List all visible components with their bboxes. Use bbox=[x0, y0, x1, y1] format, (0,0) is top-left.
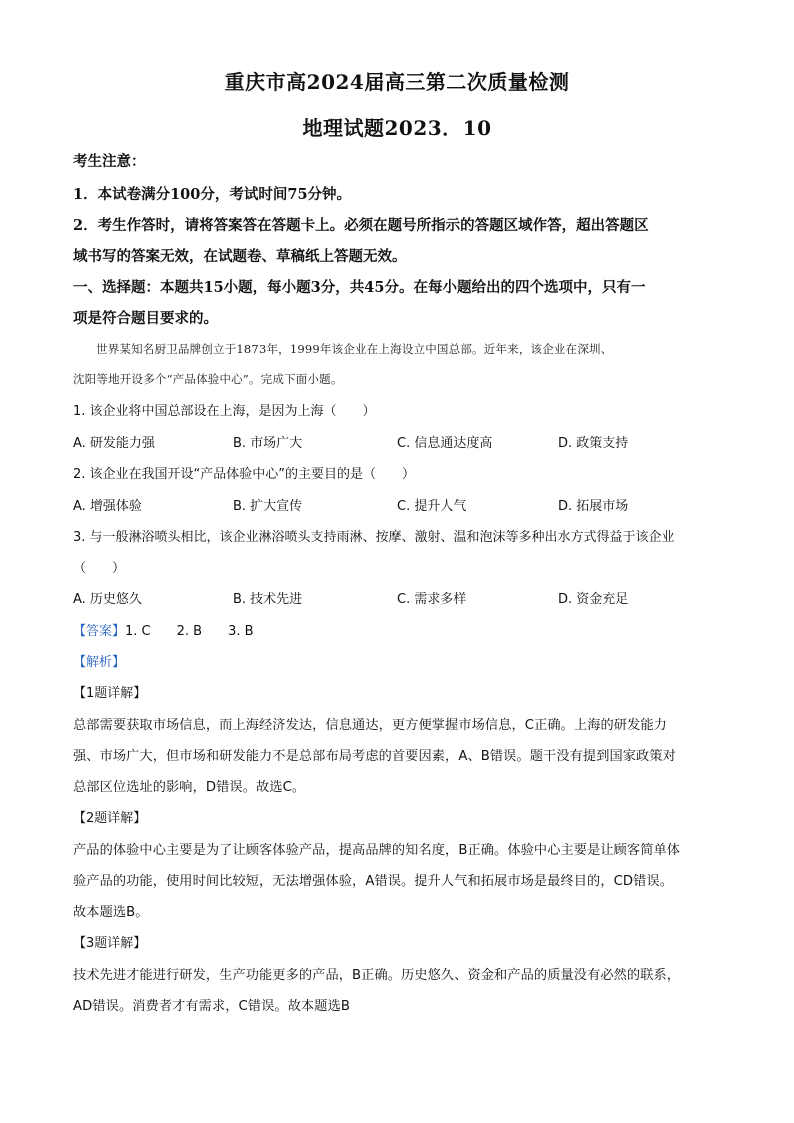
question-3-option-a[interactable]: A. 历史悠久 bbox=[73, 592, 142, 607]
passage-line-1: 世界某知名厨卫品牌创立于1873年，1999年该企业在上海设立中国总部。近年来，该企业在深圳、 bbox=[96, 342, 613, 356]
exam-subtitle: 地理试题2023．10 bbox=[302, 116, 492, 140]
question-2-option-a[interactable]: A. 增强体验 bbox=[73, 499, 142, 514]
question-1-option-c[interactable]: C. 信息通达度高 bbox=[397, 436, 493, 451]
detail-1-heading: 【1题详解】 bbox=[73, 686, 147, 701]
detail-3-line-2: AD错误。消费者才有需求，C错误。故本题选B bbox=[73, 999, 351, 1014]
question-1-stem: 1. 该企业将中国总部设在上海，是因为上海（ ） bbox=[73, 404, 376, 419]
question-1-option-d[interactable]: D. 政策支持 bbox=[558, 436, 629, 451]
question-3-option-c[interactable]: C. 需求多样 bbox=[397, 592, 467, 607]
detail-1-line-1: 总部需要获取市场信息，而上海经济发达，信息通达，更方便掌握市场信息，C正确。上海的研发能力 bbox=[73, 718, 667, 733]
notice-item-2-line-1: 2．考生作答时，请将答案答在答题卡上。必须在题号所指示的答题区域作答，超出答题区 bbox=[73, 217, 649, 234]
notice-item-1: 1．本试卷满分100分，考试时间75分钟。 bbox=[73, 186, 352, 203]
question-3-stem-continued: （ ） bbox=[73, 561, 126, 576]
detail-3-line-1: 技术先进才能进行研发，生产功能更多的产品，B正确。历史悠久、资金和产品的质量没有必然的联系， bbox=[73, 968, 681, 983]
question-3-option-b[interactable]: B. 技术先进 bbox=[233, 592, 303, 607]
detail-2-heading: 【2题详解】 bbox=[73, 811, 147, 826]
answer-row bbox=[73, 620, 723, 639]
detail-2-line-2: 验产品的功能，使用时间比较短，无法增强体验，A错误。提升人气和拓展市场是最终目的，CD错误。 bbox=[73, 874, 674, 889]
exam-title: 重庆市高2024届高三第二次质量检测 bbox=[224, 70, 570, 94]
passage-line-2: 沈阳等地开设多个“产品体验中心”。完成下面小题。 bbox=[73, 372, 343, 386]
question-3-stem: 3. 与一般淋浴喷头相比，该企业淋浴喷头支持雨淋、按摩、激射、温和泡沫等多种出水方式得益于该企业 bbox=[73, 530, 675, 545]
notice-item-2-line-2: 域书写的答案无效，在试题卷、草稿纸上答题无效。 bbox=[73, 248, 407, 265]
question-2-stem: 2. 该企业在我国开设“产品体验中心”的主要目的是（ ） bbox=[73, 467, 416, 482]
answer-item-3: 3. B bbox=[228, 624, 254, 639]
question-1-option-b[interactable]: B. 市场广大 bbox=[233, 436, 303, 451]
section-heading-line-2: 项是符合题目要求的。 bbox=[73, 310, 218, 327]
answer-item-1: 1. C bbox=[125, 624, 151, 639]
question-3-option-d[interactable]: D. 资金充足 bbox=[558, 592, 629, 607]
answer-item-2: 2. B bbox=[176, 624, 203, 639]
question-2-option-d[interactable]: D. 拓展市场 bbox=[558, 499, 629, 514]
notice-heading: 考生注意： bbox=[73, 153, 146, 170]
question-2-option-c[interactable]: C. 提升人气 bbox=[397, 499, 467, 514]
detail-2-line-3: 故本题选B。 bbox=[73, 905, 149, 920]
detail-3-heading: 【3题详解】 bbox=[73, 936, 147, 951]
detail-1-line-2: 强、市场广大，但市场和研发能力不是总部布局考虑的首要因素，A、B错误。题干没有提到国家政策对 bbox=[73, 749, 676, 764]
answer-tag: 【答案】 bbox=[73, 624, 126, 639]
question-1-option-a[interactable]: A. 研发能力强 bbox=[73, 436, 155, 451]
detail-2-line-1: 产品的体验中心主要是为了让顾客体验产品，提高品牌的知名度，B正确。体验中心主要是让顾客简单体 bbox=[73, 843, 681, 858]
detail-1-line-3: 总部区位选址的影响，D错误。故选C。 bbox=[73, 780, 306, 795]
analysis-tag: 【解析】 bbox=[73, 655, 126, 670]
section-heading-line-1: 一、选择题：本题共15小题，每小题3分，共45分。在每小题给出的四个选项中，只有一 bbox=[73, 279, 646, 296]
question-2-option-b[interactable]: B. 扩大宣传 bbox=[233, 499, 303, 514]
